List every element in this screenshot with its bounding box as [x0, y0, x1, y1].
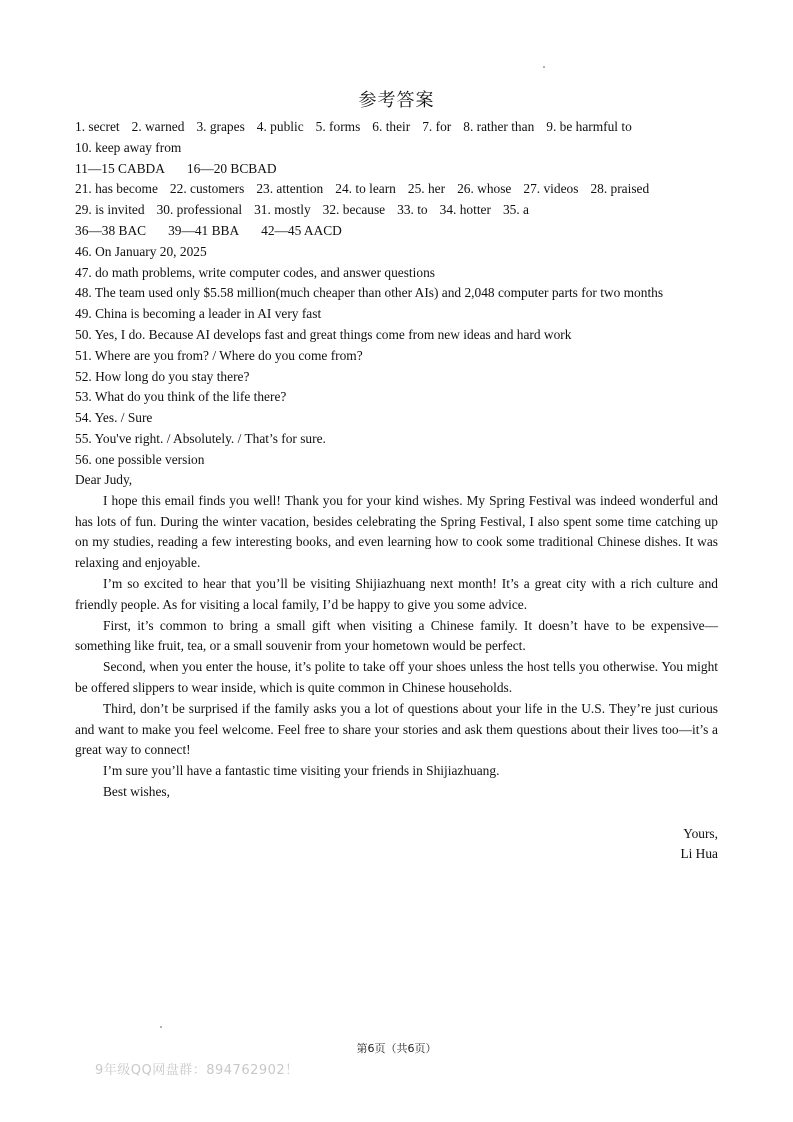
model-letter [75, 470, 718, 865]
answer-item: 42—45 AACD [261, 222, 342, 238]
letter-paragraph: First, it’s common to bring a small gift when visiting a Chinese family. It doesn’t have to be expensive—something like fruit, tea, or a small souvenir from your hometown would be perfect. [75, 617, 718, 654]
answer-item: 34. hotter [439, 202, 491, 218]
answer-item: 30. professional [156, 202, 243, 218]
answer-item: 32. because [322, 202, 386, 218]
answer-item: 23. attention [256, 181, 324, 197]
answer-line [75, 242, 718, 263]
letter-paragraph: Third, don’t be surprised if the family asks you a lot of questions about your life in the U.S. They’re just curious and want to make you feel welcome. Feel free to share your stories and ask them questions about their lives too—it’s a great way to connect! [75, 700, 718, 758]
answer-item: 56. one possible version [75, 451, 205, 467]
answer-line [75, 346, 718, 367]
page-number-footer: 第6页（共6页） [356, 1042, 437, 1055]
answer-item: 46. On January 20, 2025 [75, 243, 207, 259]
answer-list [75, 117, 718, 471]
answer-line [75, 200, 718, 221]
answer-item: 49. China is becoming a leader in AI very fast [75, 306, 322, 322]
page-title: 参考答案 [358, 90, 435, 111]
answer-line [75, 263, 718, 284]
answer-line [75, 138, 718, 159]
answer-line [75, 367, 718, 388]
answer-item: 16—20 BCBAD [186, 160, 277, 176]
answer-line [75, 179, 718, 200]
answer-item: 8. rather than [463, 119, 535, 134]
answer-line [75, 325, 718, 346]
answer-line [75, 117, 718, 138]
answer-item: 33. to [397, 202, 428, 218]
answer-item: 6. their [372, 119, 411, 134]
answer-item: 35. a [502, 202, 529, 218]
answer-line [75, 429, 718, 450]
answer-item: 22. customers [169, 181, 245, 197]
answer-line [75, 408, 718, 429]
answer-item: 47. do math problems, write computer codes, and answer questions [75, 264, 435, 280]
answer-line [75, 221, 718, 242]
letter-paragraph: Second, when you enter the house, it’s polite to take off your shoes unless the host tells you otherwise. You might be offered slippers to wear inside, which is quite common in Chinese households. [75, 659, 718, 695]
answer-item: 3. grapes [196, 119, 245, 134]
answer-item: 5. forms [315, 119, 361, 134]
answer-line [75, 304, 718, 325]
answer-item: 51. Where are you from? / Where do you come from? [75, 347, 363, 363]
answer-item: 2. warned [131, 119, 185, 134]
letter-paragraph: I’m so excited to hear that you’ll be visiting Shijiazhuang next month! It’s a great city with a rich culture and friendly people. As for visiting a local family, I’d be happy to give you some advice. [75, 575, 718, 612]
letter-paragraph: I’m sure you’ll have a fantastic time visiting your friends in Shijiazhuang. [103, 763, 500, 779]
answer-item: 24. to learn [335, 181, 396, 197]
answer-line [75, 450, 718, 471]
answer-item: 53. What do you think of the life there? [75, 389, 287, 405]
answer-item: 31. mostly [254, 202, 311, 218]
answer-item: 10. keep away from [75, 139, 182, 155]
answer-item: 27. videos [523, 181, 579, 197]
answer-line [75, 283, 718, 304]
letter-closing: Best wishes, [103, 783, 170, 799]
answer-item: 25. her [407, 181, 446, 197]
answer-item: 1. secret [75, 119, 120, 134]
answer-item: 55. You've right. / Absolutely. / That’s for sure. [75, 430, 326, 446]
answer-item: 11—15 CABDA [75, 160, 165, 176]
answer-item: 50. Yes, I do. Because AI develops fast and great things come from new ideas and hard work [75, 326, 572, 342]
answer-item: 28. praised [590, 181, 650, 197]
answer-line [75, 387, 718, 408]
answer-item: 4. public [256, 119, 304, 134]
answer-item: 54. Yes. / Sure [75, 410, 153, 426]
answer-item: 29. is invited [75, 202, 145, 218]
watermark-text: 9年级QQ网盘群：894762902！ [95, 1063, 299, 1078]
answer-item: 21. has become [75, 181, 158, 197]
scan-speck [543, 66, 545, 68]
letter-signature: Li Hua [680, 846, 718, 862]
answer-item: 39—41 BBA [168, 222, 240, 238]
answer-item: 7. for [422, 119, 452, 134]
answer-line [75, 159, 718, 180]
answer-item: 36—38 BAC [75, 222, 147, 238]
answer-item: 26. whose [457, 181, 512, 197]
letter-paragraph: I hope this email finds you well! Thank you for your kind wishes. My Spring Festival was indeed wonderful and has lots of fun. During the winter vacation, besides celebrating the Spring Festival, I also spent some time catching up on my studies, reading a few interesting books, and even learning how to cook some traditional Chinese dishes. It was relaxing and enjoyable. [75, 492, 718, 571]
answer-item: 52. How long do you stay there? [75, 368, 250, 384]
answer-item: 9. be harmful to [546, 119, 632, 134]
answer-item: 48. The team used only $5.58 million(much cheaper than other AIs) and 2,048 computer parts for two months [75, 285, 664, 301]
scan-speck [160, 1026, 162, 1028]
letter-sign-off: Yours, [683, 825, 718, 841]
letter-greeting: Dear Judy, [75, 472, 133, 487]
